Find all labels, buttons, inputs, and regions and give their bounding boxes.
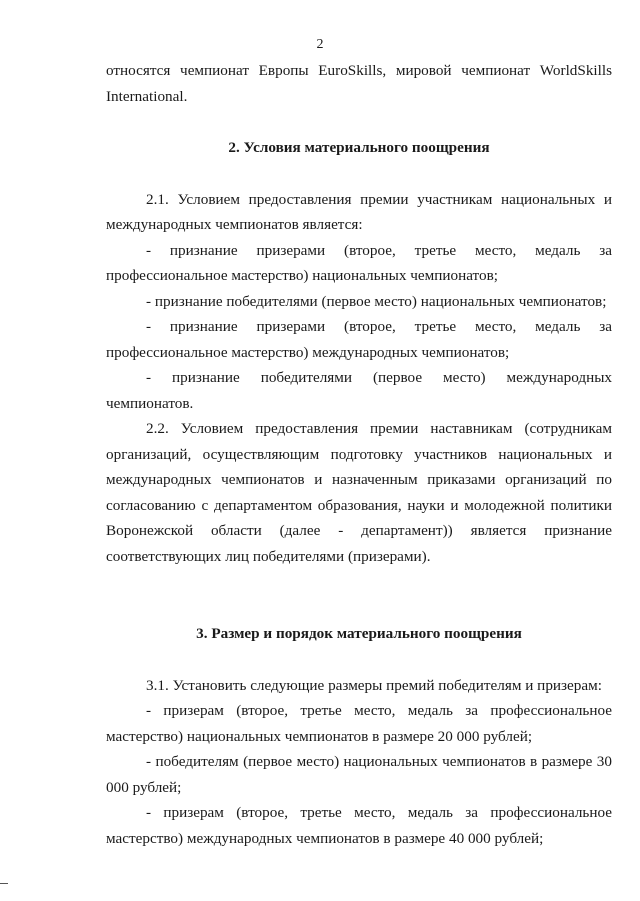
document-body <box>106 58 612 851</box>
paragraph-3-1: 3.1. Установить следующие размеры премий победителям и призерам: <box>146 676 602 694</box>
list-item-2-1-a: - признание призерами (второе, третье место, медаль за профессиональное мастерство) национальных чемпионатов; <box>106 241 612 284</box>
list-item-2-1-b: - признание победителями (первое место) национальных чемпионатов; <box>146 292 607 310</box>
page-number: 2 <box>316 37 324 52</box>
list-item-2-1-c: - признание призерами (второе, третье место, медаль за профессиональное мастерство) международных чемпионатов; <box>106 318 612 361</box>
paragraph-2-2: 2.2. Условием предоставления премии наставникам (сотрудникам организаций, осуществляющим подготовку участников национальных и международных чемпионатов и назначенным приказами организаций по согласованию с департаментом образования, науки и молодежной политики Воронежской области (далее - департамент)) является признание соответствующих лиц победителями (призерами). <box>106 420 612 565</box>
paragraph-intro-continuation: относятся чемпионат Европы EuroSkills, мировой чемпионат WorldSkills International. <box>106 62 612 105</box>
list-item-3-1-c: - призерам (второе, третье место, медаль за профессиональное мастерство) международных чемпионатов в размере 40 000 рублей; <box>106 804 612 847</box>
list-item-3-1-a: - призерам (второе, третье место, медаль за профессиональное мастерство) национальных чемпионатов в размере 20 000 рублей; <box>106 702 612 745</box>
section-2-heading: 2. Условия материального поощрения <box>228 139 490 156</box>
list-item-2-1-d: - признание победителями (первое место) международных чемпионатов. <box>106 369 612 412</box>
section-3-heading: 3. Размер и порядок материального поощрения <box>196 625 522 642</box>
scan-edge-mark <box>0 883 8 884</box>
paragraph-2-1: 2.1. Условием предоставления премии участникам национальных и международных чемпионатов является: <box>106 190 612 233</box>
list-item-3-1-b: - победителям (первое место) национальных чемпионатов в размере 30 000 рублей; <box>106 753 612 796</box>
